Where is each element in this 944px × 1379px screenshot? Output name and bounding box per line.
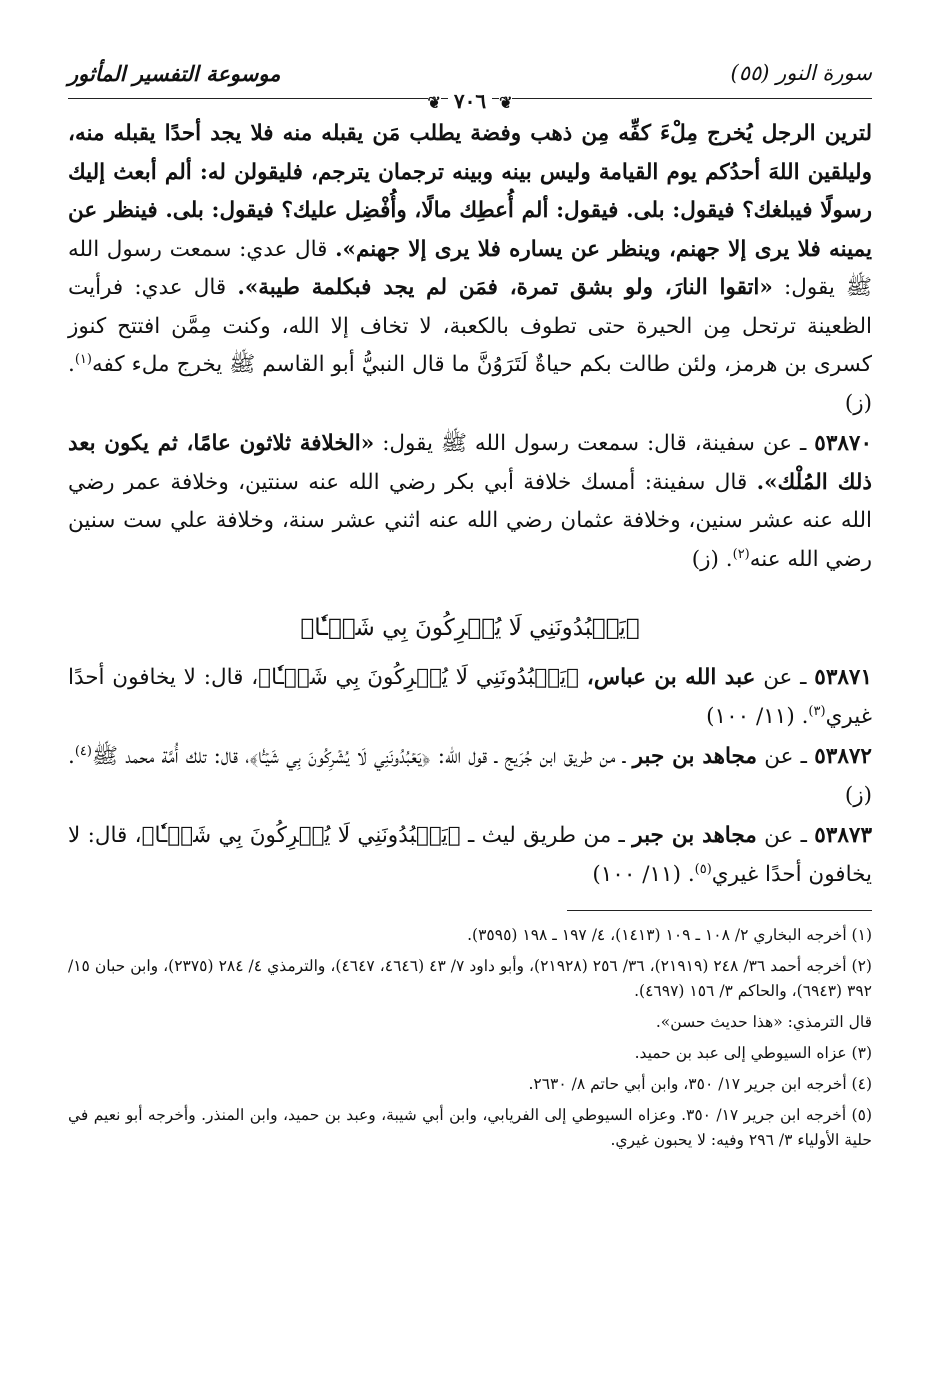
narration-text: ـ عن bbox=[764, 744, 807, 769]
entry-number: ٥٣٨٧٢ bbox=[814, 744, 872, 769]
book-title: موسوعة التفسير المأثور bbox=[68, 61, 281, 86]
hadith-text-bold: لترين الرجل يُخرج مِلْءَ كفِّه مِن ذهب وفضة يطلب مَن يقبله منه فلا يجد أحدًا يقبله منه، وليلقين اللهَ أحدُكم يوم القيامة وليس بينه وبينه ترجمان يترجم، فليقولن له: ألم أبعث إليك رسولًا فيبلغك؟ فيقول: بلى. فيقول: ألم أُعطِك مالًا، وأُفْضِل عليك؟ فيقول: بلى. فينظر عن يمينه فلا يرى إلا جهنم، وينظر عن يساره فلا يرى إلا جهنم». bbox=[68, 121, 872, 262]
narration-text: ـ من طريق ابن جُرَيج ـ قول الله: bbox=[437, 744, 626, 769]
narration-text: ـ من طريق ليث ـ bbox=[468, 823, 625, 848]
page-number: ٧٠٦ bbox=[448, 89, 492, 113]
source-code: . (ز) bbox=[68, 744, 872, 808]
footnote-separator bbox=[567, 910, 872, 911]
footnote-marker: (٤) bbox=[74, 743, 92, 759]
entry-53871 bbox=[68, 659, 872, 736]
source-code: . (ز) bbox=[691, 546, 733, 572]
entry-53872 bbox=[68, 738, 872, 815]
entry-number: ٥٣٨٧٣ bbox=[814, 823, 872, 848]
footnote: (٤) أخرجه ابن جرير ١٧/ ٣٥٠، وابن أبي حاتم ٨/ ٢٦٣٠. bbox=[528, 1075, 872, 1093]
surah-title: سورة النور (٥٥) bbox=[730, 61, 872, 85]
footnote: (٥) أخرجه ابن جرير ١٧/ ٣٥٠. وعزاه السيوطي إلى الفريابي، وابن أبي شيبة، وعبد بن حميد، وابن المنذر. وأخرجه أبو نعيم في حلية الأولياء ٣/ ٢٩٦ وفيه: لا يحبون غيري. bbox=[68, 1106, 872, 1149]
footnote: (٣) عزاه السيوطي إلى عبد بن حميد. bbox=[634, 1044, 872, 1062]
entry-53870 bbox=[68, 425, 872, 579]
narration-text: قال سفينة: أمسك خلافة أبي بكر رضي الله عنه سنتين، وخلافة عمر رضي الله عنه عشر سنين، وخلافة عثمان رضي الله عنه اثني عشر سنة، وخلافة علي ست سنين رضي الله عنه bbox=[68, 469, 872, 572]
verse-heading: ﴿يَعۡبُدُونَنِي لَا يُشۡرِكُونَ بِي شَيۡـٔٗا﴾ bbox=[300, 615, 640, 641]
source-code: . (١١/ ١٠٠) bbox=[706, 703, 809, 729]
narration-text: ، قال: لا يخافون أحدًا غيري bbox=[68, 823, 872, 887]
footnote-marker: (٥) bbox=[694, 861, 712, 877]
footnotes bbox=[68, 923, 872, 1153]
entry-number: ٥٣٨٧٠ bbox=[814, 431, 873, 456]
narration-text: ، قال: لا يخافون أحدًا غيري bbox=[68, 665, 872, 729]
footnote-marker: (٢) bbox=[732, 546, 750, 562]
footnote: (٢) أخرجه أحمد ٣٦/ ٢٤٨ (٢١٩١٩)، ٣٦/ ٢٥٦ (٢١٩٢٨)، وأبو داود ٧/ ٤٣ (٤٦٤٦، ٤٦٤٧)، والترمذي ٤/ ٢٨٤ (٢٣٧٥)، وابن حبان ١٥/ ٣٩٢ (٦٩٤٣)، والحاكم ٣/ ١٥٦ (٤٦٩٧). bbox=[68, 957, 872, 1000]
entry-number: ٥٣٨٧١ bbox=[814, 665, 873, 690]
ornament-icon: ❦ bbox=[427, 93, 441, 112]
page-header bbox=[68, 55, 872, 115]
narration-text: ـ عن bbox=[764, 823, 807, 848]
narration-text: ـ عن سفينة، قال: سمعت رسول الله ﷺ يقول: bbox=[382, 431, 807, 456]
narration-text: قال عدي: سمعت رسول الله ﷺ يقول: bbox=[68, 236, 872, 300]
entry-53873 bbox=[68, 817, 872, 894]
footnote-marker: (١) bbox=[74, 351, 92, 367]
footnote: (١) أخرجه البخاري ٢/ ١٠٨ ـ ١٠٩ (١٤١٣)، ٤/ ١٩٧ ـ ١٩٨ (٣٥٩٥). bbox=[467, 926, 872, 944]
narration-text: ، قال: تلك أُمَّة محمد ﷺ bbox=[91, 744, 250, 769]
narration-text: ـ عن bbox=[763, 665, 807, 690]
ornament-icon: ❦ bbox=[499, 93, 513, 112]
hadith-continuation bbox=[68, 115, 872, 423]
narration-text: قال عدي: فرأيت الظعينة ترتحل مِن الحيرة حتى تطوف بالكعبة، لا تخاف إلا الله، وكنت مِمَّن افتتح كنوز كسرى بن هرمز، ولئن طالت بكم حياةٌ لَتَرَوُنَّ ما قال النبيُّ أبو القاسم ﷺ يخرج ملء كفه bbox=[68, 275, 872, 377]
quran-verse: ﴿يَعۡبُدُونَنِي لَا يُشۡرِكُونَ بِي شَيۡـٔٗا﴾ bbox=[258, 665, 580, 690]
narrator-name: مجاهد بن جبر bbox=[632, 744, 757, 769]
footnote: قال الترمذي: «هذا حديث حسن». bbox=[655, 1013, 872, 1031]
quran-verse: ﴿يَعۡبُدُونَنِي لَا يُشۡرِكُونَ بِي شَيۡـٔٗا﴾ bbox=[249, 744, 431, 769]
page-number-block bbox=[68, 89, 872, 113]
footnote-marker: (٣) bbox=[808, 703, 826, 719]
page bbox=[68, 55, 872, 1379]
quran-verse: ﴿يَعۡبُدُونَنِي لَا يُشۡرِكُونَ بِي شَيۡـٔٗا﴾ bbox=[141, 823, 461, 848]
hadith-text-bold: «اتقوا النارَ، ولو بشق تمرة، فمَن لم يجد فبكلمة طيبة». bbox=[237, 275, 773, 300]
narrator-name: مجاهد بن جبر bbox=[632, 823, 757, 848]
source-code: . (ز) bbox=[68, 352, 872, 416]
hadith-text-bold: «الخلافة ثلاثون عامًا، ثم يكون بعد ذلك المُلْك». bbox=[68, 431, 872, 495]
source-code: . (١١/ ١٠٠) bbox=[592, 861, 695, 887]
narrator-name: عبد الله بن عباس، bbox=[586, 665, 756, 690]
